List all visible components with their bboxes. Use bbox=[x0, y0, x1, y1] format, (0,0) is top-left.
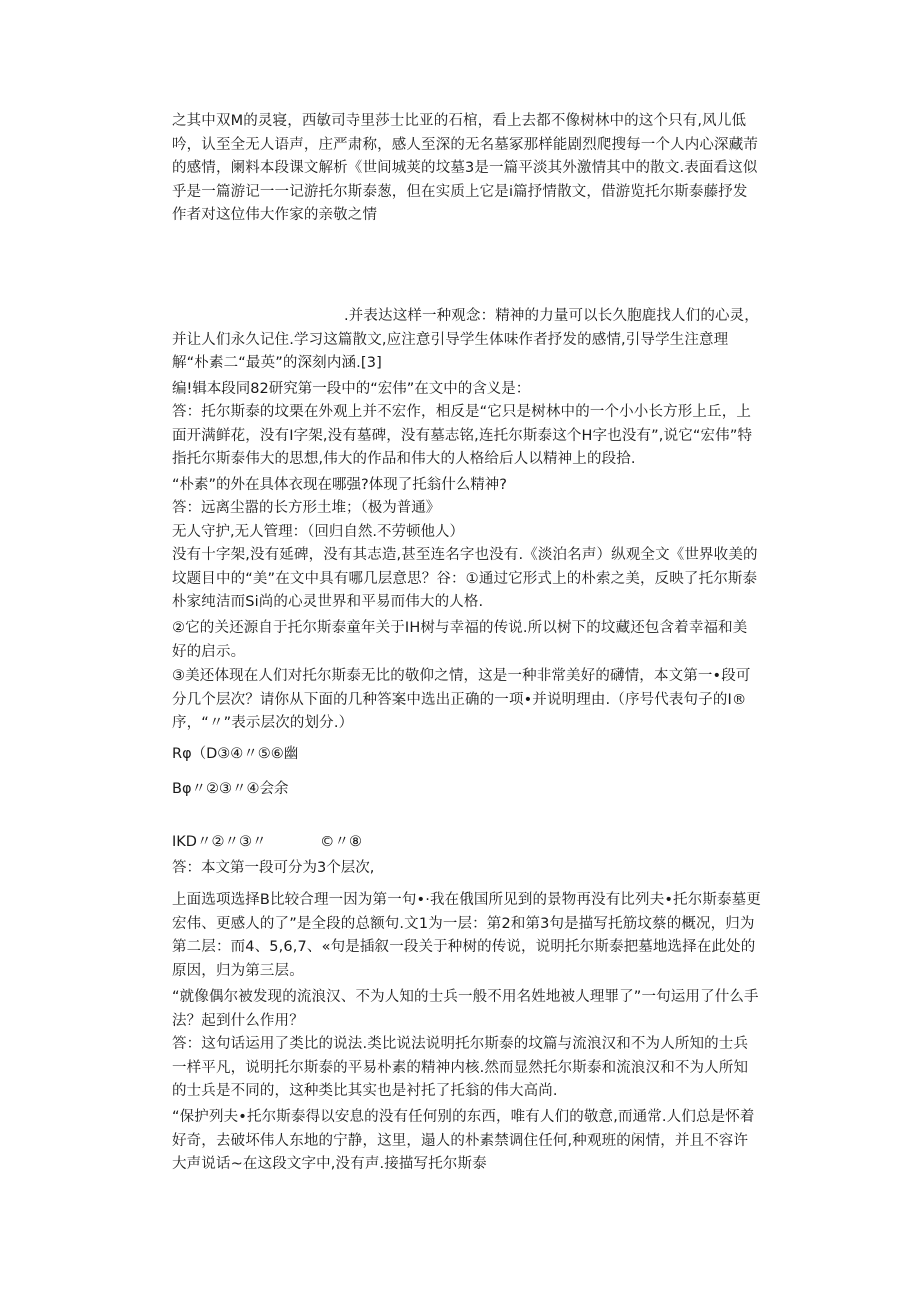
question-2: “朴素”的外在具体衣现在哪强?体现了托翁什么精神? bbox=[172, 477, 507, 493]
option-b: Bφ〃②③〃④会余 bbox=[172, 781, 289, 797]
answer-3-paragraph: 上面选项选择B比较合理一因为第一句•·我在俄国所见到的景物再没有比列夫•托尔斯泰墓更宏伟、更感人的了”是全段的总额句.文1为一层：第2和第3句是描写托筋坟蔡的概况，归为第二层：而4、5,6,7、«句是插叙一段关于种树的传说，说明托尔斯泰把墓地选择在此处的原因，归为第三层。 bbox=[172, 892, 761, 979]
option-a: Rφ（D③④〃⑤⑥幽 bbox=[172, 746, 299, 762]
point-2-paragraph: ②它的关还源自于托尔斯泰童年关于IH树与幸福的传说.所以树下的坟藏还包含着幸福和美好的启示。 bbox=[172, 620, 748, 660]
answer-2-line-2: 无人守护,无人管理：（回归自然.不劳顿他人） bbox=[172, 524, 464, 540]
option-c-left: IKD〃②〃③〃 bbox=[172, 834, 267, 850]
point-3-paragraph: ③美还体现在人们对托尔斯泰无比的敬仰之情，这是一种非常美好的礴情，本文第一•段可分几个层次？请你从下面的几种答案中选出正确的一项•并说明理由.（序号代表句子的I®序，“〃”表示层次的划分.） bbox=[172, 668, 751, 731]
answer-4-paragraph: 答：这句话运用了类比的说法.类比说法说明托尔斯泰的坟篇与流浪汉和不为人所知的士兵一样平凡，说明托尔斯泰的平易朴素的精神内核.然而显然托尔斯泰和流浪汉和不为人所知的士兵是不同的，这种类比其实也是衬托了托翁的伟大高尚. bbox=[172, 1036, 749, 1099]
idea-paragraph: .并表达这样一种观念：精神的力量可以长久胞鹿找人们的心灵，并让人们永久记住.学习这篇散文,应注意引导学生体味作者抒发的感情,引导学生注意理解“朴素二“最英”的深刻内涵.[3] bbox=[172, 308, 759, 371]
answer-2-line-1: 答：远离尘嚣的长方形土堆；（极为普通》 bbox=[172, 500, 441, 516]
question-4-paragraph: “就像偶尔被发现的流浪汉、不为人知的士兵一般不用名姓地被人理罪了”一句运用了什么手法？起到什么作用？ bbox=[172, 989, 759, 1029]
answer-2-paragraph: 没有十字架,没有延碑，没有其志造,甚至连名字也没有.《淡泊名声）纵观全文《世界收美的坟题目中的“美”在文中具有哪几层意思？谷：①通过它形式上的朴索之美，反映了托尔斯泰朴家纯洁而Si尚的心灵世界和平易而伟大的人格. bbox=[172, 547, 758, 610]
option-c-right: ©〃⑧ bbox=[320, 834, 362, 850]
final-paragraph: “保护列夫•托尔斯泰得以安息的没有任何别的东西，唯有人们的敬意,而通常.人们总是怀着好奇，去破坏伟人东地的宁静，这里，遢人的朴素禁调住任何,种观班的闲情，并且不容许大声说话~在这段文字中,没有声.接描写托尔斯泰 bbox=[172, 1109, 755, 1172]
answer-1: 答：托尔斯泰的坟栗在外观上并不宏作，相反是“它只是树林中的一个小小长方形上丘，上面开满鲜花，没有I字架,没有墓碑，没有墓志铭,连托尔斯泰这个H字也没有”,说它“宏伟”特指托尔斯泰伟大的思想,伟大的作品和伟大的人格给后人以精神上的段拾. bbox=[172, 404, 753, 467]
answer-3-line: 答：本文第一段可分为3个层次, bbox=[172, 860, 375, 876]
intro-paragraph: 之其中双M的灵寝，西敏司寺里莎士比亚的石棺，看上去都不像树林中的这个只有,风儿低吟，认至全无人语声，庄严肃称，感人至深的无名墓冢那样能剧烈爬搜每一个人内心深藏芾的感情，阑料本段课文解析《世间城荚的坟墓3是一篇平淡其外激情其中的散文.表面看这似乎是一篇游记一一记游托尔斯泰葱，但在实质上它是i篇抒情散文，借游览托尔斯泰藤抒发作者对这位伟大作家的亲敬之情 bbox=[172, 113, 758, 223]
question-1: 编!辑本段同82研究第一段中的“宏伟”在文中的含义是： bbox=[172, 381, 531, 397]
